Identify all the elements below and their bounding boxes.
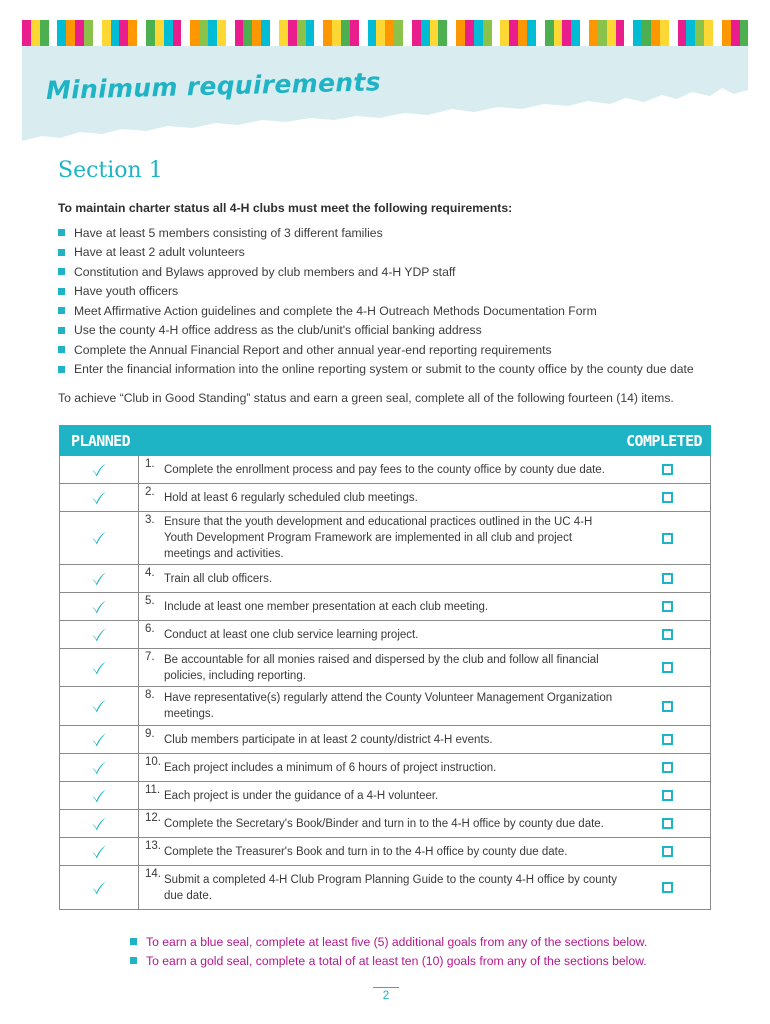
requirement-text: Enter the financial information into the online reporting system or submit to the county office by the county due date	[74, 362, 694, 377]
table-row	[59, 687, 711, 726]
stripe	[589, 20, 598, 46]
stripe	[119, 20, 128, 46]
decorative-stripe-border	[22, 20, 748, 46]
planned-cell	[60, 456, 139, 483]
item-number: 13.	[145, 840, 161, 852]
checkmark-icon	[91, 760, 107, 776]
seal-goal-item	[130, 951, 647, 970]
stripe	[128, 20, 137, 46]
stripe	[359, 20, 368, 46]
completed-checkbox[interactable]	[662, 492, 673, 503]
stripe	[261, 20, 270, 46]
requirement-text: Have at least 5 members consisting of 3 different families	[74, 225, 383, 240]
completed-cell	[624, 687, 710, 725]
requirements-table	[59, 425, 711, 910]
planned-cell	[60, 649, 139, 686]
item-text: Each project is under the guidance of a 4-H volunteer.	[164, 789, 439, 802]
stripe	[314, 20, 323, 46]
planned-cell	[60, 484, 139, 511]
item-text: Ensure that the youth development and educational practices outlined in the UC 4-H Youth Development Program Framework are implemented in all club and project meetings and activities.	[164, 516, 593, 560]
table-row	[59, 754, 711, 782]
completed-cell	[624, 593, 710, 620]
item-text: Submit a completed 4-H Club Program Planning Guide to the county 4-H office by county due date.	[164, 873, 617, 902]
stripe	[199, 20, 208, 46]
stripe	[704, 20, 713, 46]
stripe	[288, 20, 297, 46]
requirement-cell	[139, 810, 624, 837]
stripe	[642, 20, 651, 46]
item-number: 7.	[145, 651, 155, 663]
stripe	[40, 20, 49, 46]
checkmark-icon	[91, 599, 107, 615]
table-row	[59, 649, 711, 687]
stripe	[465, 20, 474, 46]
stripe	[208, 20, 217, 46]
requirement-cell	[139, 782, 624, 809]
completed-checkbox[interactable]	[662, 790, 673, 801]
stripe	[722, 20, 731, 46]
checkmark-icon	[91, 660, 107, 676]
item-text: Club members participate in at least 2 county/district 4-H events.	[164, 733, 493, 746]
stripe	[695, 20, 704, 46]
stripe	[332, 20, 341, 46]
stripe	[660, 20, 669, 46]
table-body	[59, 456, 711, 910]
planned-cell	[60, 593, 139, 620]
stripe	[306, 20, 315, 46]
requirement-item	[58, 282, 694, 302]
stripe	[323, 20, 332, 46]
stripe	[376, 20, 385, 46]
stripe	[474, 20, 483, 46]
bullet-square-icon	[58, 346, 65, 353]
planned-cell	[60, 621, 139, 648]
stripe	[49, 20, 58, 46]
completed-cell	[624, 754, 710, 781]
stripe	[518, 20, 527, 46]
bullet-square-icon	[58, 229, 65, 236]
stripe	[421, 20, 430, 46]
stripe	[438, 20, 447, 46]
stripe	[84, 20, 93, 46]
stripe	[616, 20, 625, 46]
planned-cell	[60, 782, 139, 809]
item-text: Complete the Secretary's Book/Binder and turn in to the 4-H office by county due date.	[164, 817, 604, 830]
stripe	[394, 20, 403, 46]
stripe	[536, 20, 545, 46]
stripe	[181, 20, 190, 46]
completed-checkbox[interactable]	[662, 882, 673, 893]
checkmark-icon	[91, 880, 107, 896]
table-row	[59, 621, 711, 649]
checkmark-icon	[91, 530, 107, 546]
item-text: Be accountable for all monies raised and dispersed by the club and follow all financial policies, including reporting.	[164, 653, 599, 682]
stripe	[500, 20, 509, 46]
stripe	[554, 20, 563, 46]
table-row	[59, 484, 711, 512]
stripe	[412, 20, 421, 46]
planned-cell	[60, 565, 139, 592]
completed-checkbox[interactable]	[662, 662, 673, 673]
item-text: Include at least one member presentation at each club meeting.	[164, 600, 489, 613]
bullet-square-icon	[58, 366, 65, 373]
stripe	[545, 20, 554, 46]
item-number: 8.	[145, 689, 155, 701]
bullet-square-icon	[58, 268, 65, 275]
completed-checkbox[interactable]	[662, 818, 673, 829]
stripe	[173, 20, 182, 46]
item-number: 1.	[145, 458, 155, 470]
item-number: 3.	[145, 514, 155, 526]
completed-checkbox[interactable]	[662, 734, 673, 745]
completed-cell	[624, 621, 710, 648]
stripe	[190, 20, 199, 46]
stripe	[633, 20, 642, 46]
completed-cell	[624, 649, 710, 686]
stripe	[235, 20, 244, 46]
item-number: 2.	[145, 486, 155, 498]
completed-checkbox[interactable]	[662, 573, 673, 584]
bullet-square-icon	[130, 938, 137, 945]
table-row	[59, 726, 711, 754]
stripe	[111, 20, 120, 46]
stripe	[66, 20, 75, 46]
checkmark-icon	[91, 816, 107, 832]
completed-cell	[624, 838, 710, 865]
requirement-cell	[139, 565, 624, 592]
checkmark-icon	[91, 698, 107, 714]
stripe	[102, 20, 111, 46]
stripe	[686, 20, 695, 46]
requirement-cell	[139, 726, 624, 753]
completed-checkbox[interactable]	[662, 846, 673, 857]
item-text: Have representative(s) regularly attend the County Volunteer Management Organization meetings.	[164, 692, 613, 720]
table-header	[59, 425, 711, 456]
requirement-cell	[139, 593, 624, 620]
planned-cell	[60, 687, 139, 725]
stripe	[403, 20, 412, 46]
item-number: 10.	[145, 756, 161, 768]
requirement-text: Meet Affirmative Action guidelines and complete the 4-H Outreach Methods Documentation Form	[74, 303, 597, 318]
stripe	[252, 20, 261, 46]
planned-header: PLANNED	[71, 431, 131, 450]
page-title: Minimum requirements	[45, 67, 382, 105]
stripe	[527, 20, 536, 46]
item-number: 12.	[145, 812, 161, 824]
page-number: 2	[382, 990, 390, 1002]
stripe	[57, 20, 66, 46]
page-number-rule	[373, 987, 399, 988]
completed-checkbox[interactable]	[662, 629, 673, 640]
item-number: 5.	[145, 595, 155, 607]
bullet-square-icon	[58, 288, 65, 295]
intro-text: To maintain charter status all 4-H clubs must meet the following requirements:	[58, 201, 513, 215]
requirement-text: Have at least 2 adult volunteers	[74, 245, 245, 260]
item-text: Train all club officers.	[164, 572, 273, 585]
completed-checkbox[interactable]	[662, 464, 673, 475]
stripe	[243, 20, 252, 46]
item-number: 11.	[145, 784, 161, 796]
completed-cell	[624, 726, 710, 753]
stripe	[217, 20, 226, 46]
stripe	[483, 20, 492, 46]
requirement-item	[58, 243, 694, 263]
requirement-cell	[139, 484, 624, 511]
table-row	[59, 866, 711, 910]
stripe	[31, 20, 40, 46]
stripe	[93, 20, 102, 46]
completed-header: COMPLETED	[626, 431, 702, 450]
item-number: 9.	[145, 728, 155, 740]
stripe	[137, 20, 146, 46]
requirement-item	[58, 301, 694, 321]
table-row	[59, 565, 711, 593]
table-row	[59, 512, 711, 565]
item-number: 6.	[145, 623, 155, 635]
stripe	[430, 20, 439, 46]
checkmark-icon	[91, 462, 107, 478]
stripe	[598, 20, 607, 46]
stripe	[456, 20, 465, 46]
checkmark-icon	[91, 732, 107, 748]
completed-checkbox[interactable]	[662, 701, 673, 712]
stripe	[270, 20, 279, 46]
stripe	[447, 20, 456, 46]
requirement-text: Have youth officers	[74, 284, 179, 299]
requirement-cell	[139, 512, 624, 564]
stripe	[164, 20, 173, 46]
requirement-item	[58, 360, 694, 380]
requirement-text: Use the county 4-H office address as the club/unit's official banking address	[74, 323, 482, 338]
stripe	[492, 20, 501, 46]
requirement-item	[58, 223, 694, 243]
planned-cell	[60, 866, 139, 909]
requirements-list	[58, 223, 694, 379]
stripe	[146, 20, 155, 46]
bullet-square-icon	[58, 249, 65, 256]
stripe	[607, 20, 616, 46]
requirement-cell	[139, 687, 624, 725]
requirement-cell	[139, 754, 624, 781]
bullet-square-icon	[58, 327, 65, 334]
checkmark-icon	[91, 844, 107, 860]
seal-goals-list	[130, 932, 647, 970]
requirement-item	[58, 321, 694, 341]
stripe	[624, 20, 633, 46]
table-row	[59, 782, 711, 810]
checkmark-icon	[91, 490, 107, 506]
item-number: 14.	[145, 868, 161, 880]
completed-cell	[624, 456, 710, 483]
completed-cell	[624, 866, 710, 909]
item-text: Complete the enrollment process and pay fees to the county office by county due date.	[164, 463, 605, 476]
table-row	[59, 838, 711, 866]
item-text: Conduct at least one club service learning project.	[164, 628, 419, 641]
stripe	[385, 20, 394, 46]
stripe	[368, 20, 377, 46]
completed-cell	[624, 512, 710, 564]
seal-goal-text: To earn a gold seal, complete a total of at least ten (10) goals from any of the sections below.	[146, 953, 647, 968]
stripe	[341, 20, 350, 46]
stripe	[580, 20, 589, 46]
planned-cell	[60, 810, 139, 837]
completed-checkbox[interactable]	[662, 601, 673, 612]
planned-cell	[60, 838, 139, 865]
seal-goal-item	[130, 932, 647, 951]
completed-cell	[624, 810, 710, 837]
bullet-square-icon	[58, 307, 65, 314]
stripe	[22, 20, 31, 46]
item-text: Each project includes a minimum of 6 hours of project instruction.	[164, 761, 497, 774]
requirement-cell	[139, 838, 624, 865]
checkmark-icon	[91, 571, 107, 587]
good-standing-text: To achieve “Club in Good Standing” status and earn a green seal, complete all of the following fourteen (14) items.	[58, 391, 674, 405]
requirement-text: Complete the Annual Financial Report and other annual year-end reporting requirements	[74, 342, 552, 357]
stripe	[562, 20, 571, 46]
section-heading: Section 1	[58, 158, 163, 183]
stripe	[297, 20, 306, 46]
stripe	[509, 20, 518, 46]
requirement-item	[58, 262, 694, 282]
completed-cell	[624, 484, 710, 511]
table-row	[59, 456, 711, 484]
planned-cell	[60, 754, 139, 781]
planned-cell	[60, 726, 139, 753]
requirement-cell	[139, 866, 624, 909]
requirement-cell	[139, 621, 624, 648]
checkmark-icon	[91, 627, 107, 643]
stripe	[279, 20, 288, 46]
requirement-item	[58, 340, 694, 360]
stripe	[740, 20, 749, 46]
requirement-text: Constitution and Bylaws approved by club members and 4-H YDP staff	[74, 264, 456, 279]
stripe	[678, 20, 687, 46]
completed-checkbox[interactable]	[662, 762, 673, 773]
stripe	[713, 20, 722, 46]
requirement-cell	[139, 456, 624, 483]
checkmark-icon	[91, 788, 107, 804]
completed-cell	[624, 782, 710, 809]
stripe	[669, 20, 678, 46]
stripe	[651, 20, 660, 46]
stripe	[226, 20, 235, 46]
stripe	[155, 20, 164, 46]
item-text: Hold at least 6 regularly scheduled club meetings.	[164, 491, 418, 504]
item-number: 4.	[145, 567, 155, 579]
planned-cell	[60, 512, 139, 564]
item-text: Complete the Treasurer's Book and turn in to the 4-H office by county due date.	[164, 845, 568, 858]
completed-checkbox[interactable]	[662, 533, 673, 544]
stripe	[731, 20, 740, 46]
requirement-cell	[139, 649, 624, 686]
stripe	[75, 20, 84, 46]
table-row	[59, 810, 711, 838]
bullet-square-icon	[130, 957, 137, 964]
stripe	[350, 20, 359, 46]
completed-cell	[624, 565, 710, 592]
stripe	[571, 20, 580, 46]
table-row	[59, 593, 711, 621]
seal-goal-text: To earn a blue seal, complete at least five (5) additional goals from any of the sections below.	[146, 934, 648, 949]
